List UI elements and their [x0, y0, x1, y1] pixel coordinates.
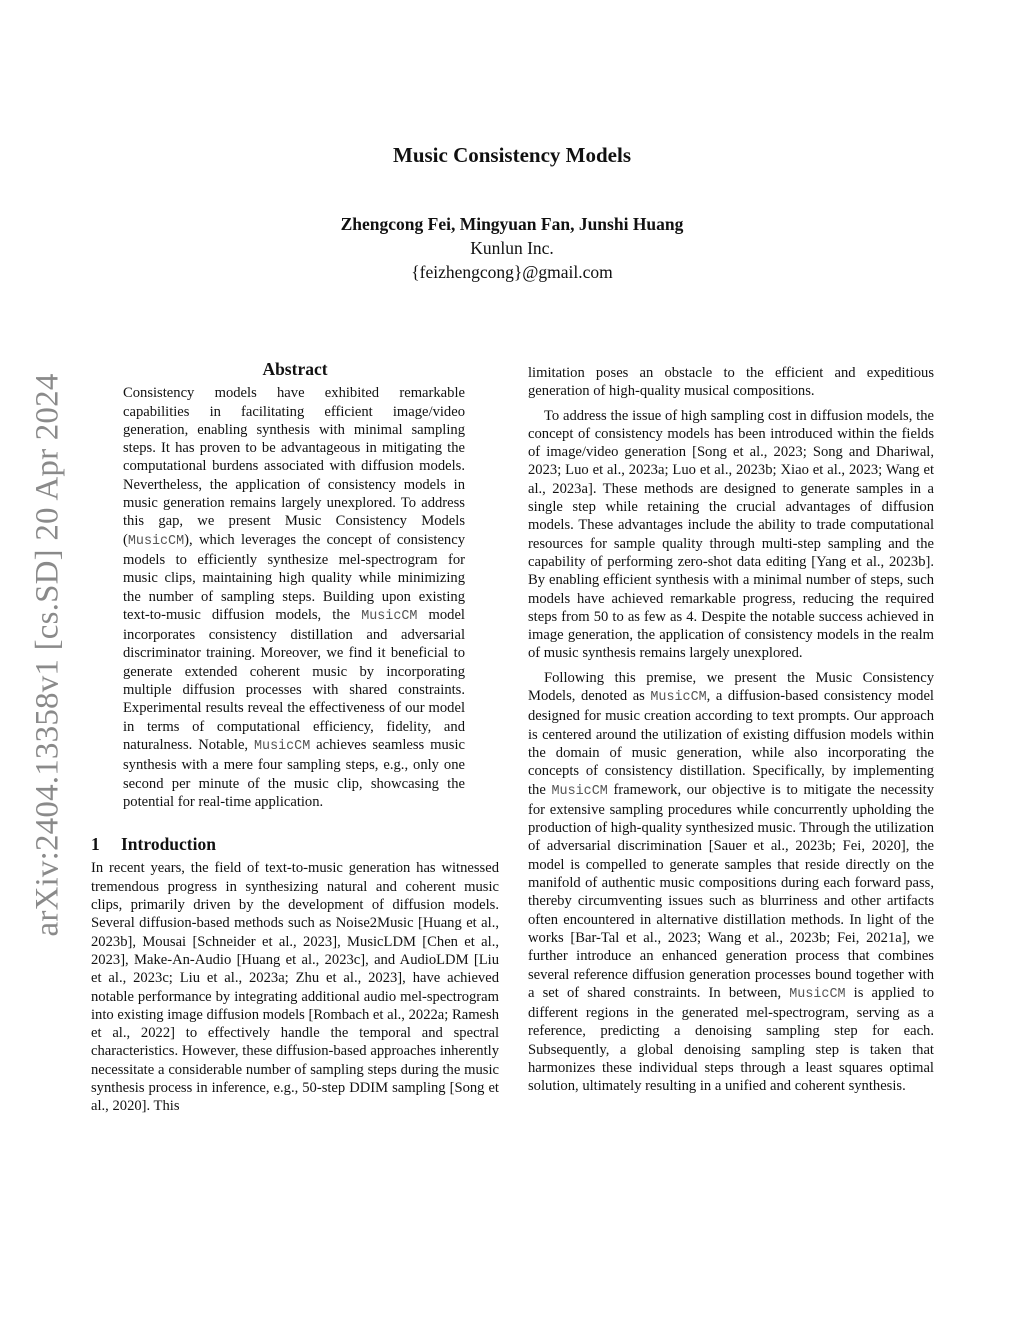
author-list: Zhengcong Fei, Mingyuan Fan, Junshi Huang — [340, 214, 684, 234]
left-column — [91, 360, 499, 1116]
intro-paragraph-3-part-2: , a diffusion-based consistency model designed for music creation according to text prompts. Our approach is centered around the utilization of existing diffusion models within the domain of music generation, while also incorporating the concepts of consistency distillation. Specifically, by implementing the — [528, 688, 934, 798]
musiccm-code-3: MusicCM — [254, 738, 311, 754]
musiccm-code-2: MusicCM — [361, 608, 418, 624]
abstract-text-part-2: ), which leverages the concept of consistency models to efficiently synthesize mel-spectrogram for music clips, maintaining high quality while minimizing the number of sampling steps. Building upon existing text-to-music diffusion models, the — [123, 531, 465, 623]
intro-paragraph-3-part-3: framework, our objective is to mitigate the necessity for extensive sampling procedures while concurrently upholding the production of high-quality synthesized music. Through the utilization of adversarial discrimination [Sauer et al., 2023b; Fei, 2020], the model is compelled to generate samples that reside directly on the manifold of authentic music compositions during each forward pass, thereby circumventing issues such as blurriness and other artifacts often encountered in alternative distillation methods. In light of the works [Bar-Tal et al., 2023; Wang et al., 2023b; Fei, 2021a], we further introduce an enhanced generation process that combines several reference diffusion generation processes bound together with a set of shared constraints. In between, — [528, 781, 934, 1001]
musiccm-code-6: MusicCM — [789, 986, 846, 1002]
musiccm-code-5: MusicCM — [551, 783, 608, 799]
contact-email: {feizhengcong}@gmail.com — [411, 262, 613, 282]
intro-paragraph-1: In recent years, the field of text-to-music generation has witnessed tremendous progress in synthesizing natural and coherent music clips, primarily driven by the development of diffusion models. Several diffusion-based methods such as Noise2Music [Huang et al., 2023b], Mousai [Schneider et al., 2023], MusicLDM [Chen et al., 2023], Make-An-Audio [Huang et al., 2023c], and AudioLDM [Liu et al., 2023c; Liu et al., 2023a; Zhu et al., 2023], have achieved notable performance by integrating additional audio mel-spectrogram into existing image diffusion models [Rombach et al., 2022a; Ramesh et al., 2022] to effectively handle the temporal and spectral characteristics. However, these diffusion-based approaches inherently necessitate a considerable number of sampling steps during the music synthesis process in inference, e.g., 50-step DDIM sampling [Song et al., 2020]. This — [91, 860, 499, 1115]
abstract-text-part-4: achieves seamless music synthesis with a mere four sampling steps, e.g., only one second per minute of the music clip, showcasing the potential for real-time application. — [123, 736, 465, 810]
section-heading-introduction — [91, 835, 499, 853]
abstract-text-part-3: model incorporates consistency distillation and adversarial discriminator training. Moreover, we find it beneficial to generate extended coherent music by incorporating multiple diffusion processes with shared constraints. Experimental results reveal the effectiveness of our model in terms of computational efficiency, fidelity, and naturalness. Notable, — [123, 606, 465, 753]
arxiv-sidebar — [26, 350, 70, 960]
right-column — [528, 364, 934, 1096]
musiccm-code-1: MusicCM — [127, 533, 185, 549]
abstract-text-part-1: Consistency models have exhibited remarkable capabilities in facilitating efficient image/video generation, enabling synthesis with minimal sampling steps. It has proven to be advantageous in mitigating the computational burdens associated with diffusion models. Nevertheless, the application of consistency models in music generation remains largely unexplored. To address this gap, we present Music Consistency Models ( — [123, 385, 465, 548]
affiliation: Kunlun Inc. — [470, 238, 554, 258]
intro-paragraph-3 — [528, 669, 934, 1096]
intro-paragraph-3-part-4: is applied to different regions in the generated mel-spectrogram, serving as a reference, predicting a denoising sampling step for each. Subsequently, a global denoising sampling step is taken that harmonizes these individual steps through a least squares optimal solution, ultimately resulting in a unified and coherent synthesis. — [528, 984, 934, 1095]
intro-paragraph-1-continued: limitation poses an obstacle to the efficient and expeditious generation of high-quality musical compositions. — [528, 365, 934, 400]
section-title: Introduction — [121, 834, 216, 855]
intro-paragraph-3-part-1: Following this premise, we present the Music Consistency Models, denoted as — [528, 669, 934, 705]
abstract-text — [123, 384, 465, 811]
intro-paragraph-2: To address the issue of high sampling cost in diffusion models, the concept of consistency models has been introduced within the fields of image/video generation [Song et al., 2023; Song and Dhariwal, 2023; Luo et al., 2023a; Luo et al., 2023b; Xiao et al., 2023; Wang et al., 2023a]. These methods are designed to generate samples in a single step while retaining the crucial advantages of diffusion models. These advantages include the ability to trade computational resources for sample quality through multi-step sampling and the capability of performing zero-shot data editing [Yang et al., 2023b]. By enabling efficient synthesis with a minimal number of steps, such models have achieved remarkable progress, reducing the required steps from 50 to as few as 4. Despite the notable success achieved in image generation, the application of consistency models in the realm of music synthesis remains largely unexplored. — [528, 407, 934, 662]
section-number: 1 — [91, 834, 100, 855]
paper-title: Music Consistency Models — [393, 143, 631, 167]
abstract-heading: Abstract — [262, 359, 328, 379]
musiccm-code-4: MusicCM — [650, 690, 707, 706]
arxiv-identifier: arXiv:2404.13358v1 [cs.SD] 20 Apr 2024 — [29, 373, 66, 937]
